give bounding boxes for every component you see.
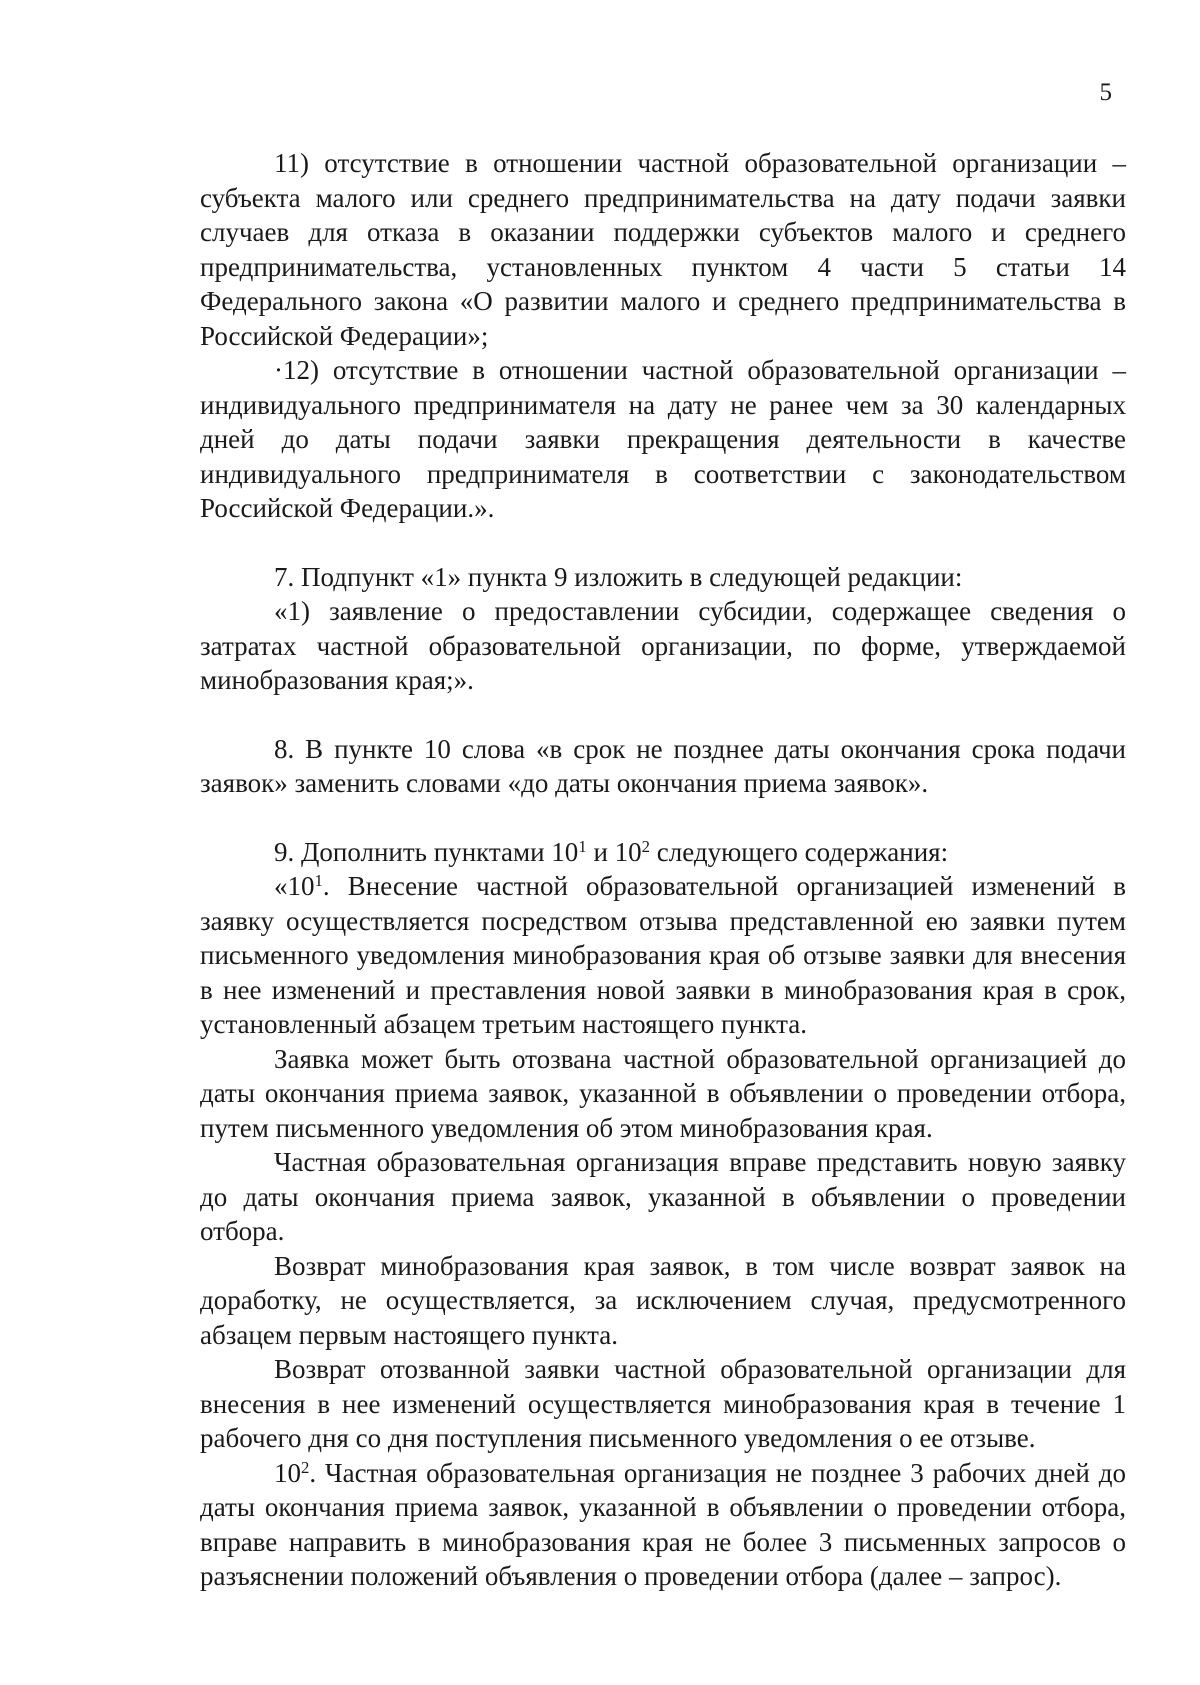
paragraph-point-7: 7. Подпункт «1» пункта 9 изложить в следующей редакции: <box>274 561 963 592</box>
text-run: следующего содержания: <box>650 836 949 867</box>
paragraph-point-8: 8. В пункте 10 слова «в срок не позднее даты окончания срока подачи заявок» заменить словами «до даты окончания приема заявок». <box>200 733 1126 798</box>
paragraph-return: Возврат минобразования края заявок, в том числе возврат заявок на доработку, не осуществляется, за исключением случая, предусмотренного абзацем первым настоящего пункта. <box>200 1250 1126 1350</box>
superscript: 2 <box>301 1457 310 1477</box>
text-run: «10 <box>274 871 315 901</box>
paragraph-item-12: ·12) отсутствие в отношении частной образовательной организации – индивидуального предпринимателя на дату не ранее чем за 30 календарных дней до даты подачи заявки прекращения деятельности в качестве индивидуального предпринимателя в соответствии с законодательством Российской Федерации.». <box>200 355 1126 523</box>
page-number: 5 <box>1099 79 1112 106</box>
text-run: . Частная образовательная организация не позднее 3 рабочих дней до даты окончания приема заявок, указанной в объявлении о проведении отбора, вправе направить в минобразования края не более 3 письменных запросов о разъяснении положений объявления о проведении отбора (далее – запрос). <box>200 1457 1126 1591</box>
paragraph-subpoint-1: «1) заявление о предоставлении субсидии, содержащее сведения о затратах частной образовательной организации, по форме, утверждаемой минобразования края;». <box>200 596 1126 695</box>
paragraph-10-1 <box>200 869 1126 1042</box>
superscript: 2 <box>641 836 651 856</box>
paragraph-item-11: 11) отсутствие в отношении частной образовательной организации – субъекта малого или среднего предпринимательства на дату подачи заявки случаев для отказа в оказании поддержки субъектов малого и среднего предпринимательства, установленных пунктом 4 части 5 статьи 14 Федерального закона «О развитии малого и среднего предпринимательства в Российской Федерации»; <box>200 148 1126 351</box>
paragraph-withdrawal: Заявка может быть отозвана частной образовательной организацией до даты окончания приема заявок, указанной в объявлении о проведении отбора, путем письменного уведомления об этом минобразования края. <box>200 1043 1126 1143</box>
text-run: 9. Дополнить пунктами 10 <box>274 836 579 867</box>
text-run: . Внесение частной образовательной организацией изменений в заявку осуществляется посредством отзыва представленной ею заявки путем письменного уведомления минобразования края об отзыве заявки для внесения в нее изменений и преставления новой заявки в минобразования края в срок, установленный абзацем третьим настоящего пункта. <box>200 871 1126 1039</box>
paragraph-new-application: Частная образовательная организация вправе представить новую заявку до даты окончания приема заявок, указанной в объявлении о проведении отбора. <box>200 1147 1126 1246</box>
paragraph-point-9 <box>200 835 1126 870</box>
paragraph-return-withdrawn: Возврат отозванной заявки частной образовательной организации для внесения в нее изменений осуществляется минобразования края в течение 1 рабочего дня со дня поступления письменного уведомления о ее отзыве. <box>200 1354 1126 1453</box>
superscript: 1 <box>314 870 323 890</box>
text-run: и 10 <box>586 836 642 867</box>
superscript: 1 <box>578 836 587 856</box>
text-run: 10 <box>274 1457 301 1488</box>
paragraph-10-2 <box>200 1456 1126 1594</box>
document-body <box>200 146 1126 1594</box>
